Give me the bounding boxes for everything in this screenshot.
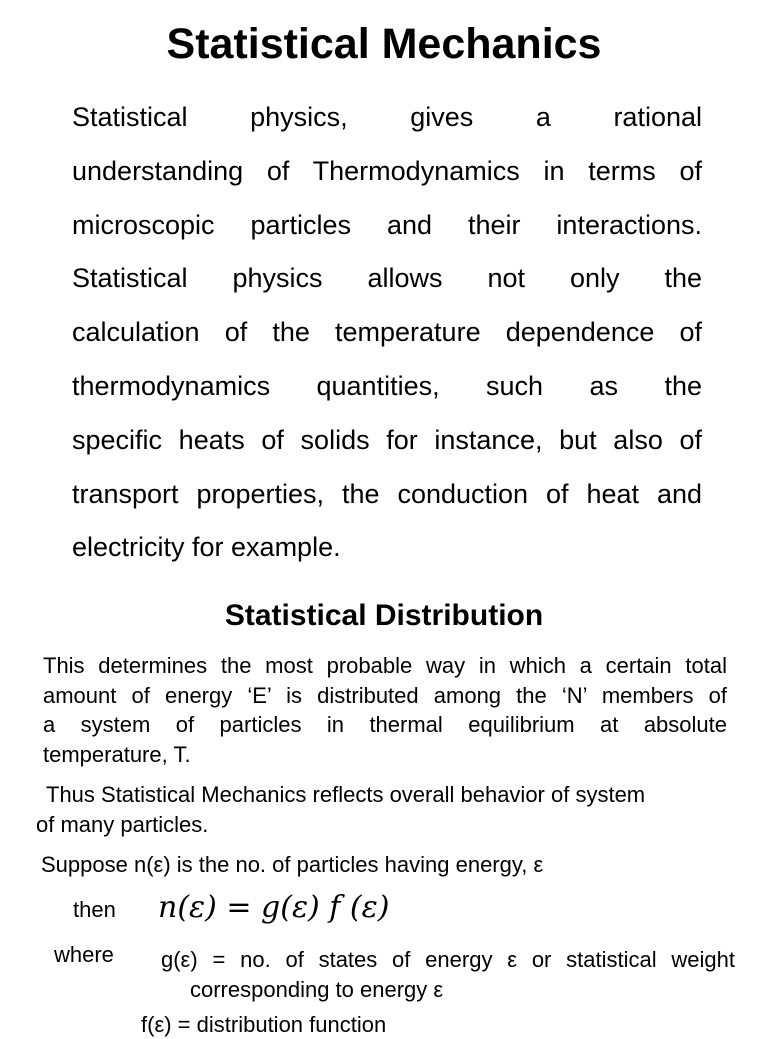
definition-line: corresponding to energy ε xyxy=(190,976,444,1002)
intro-paragraph xyxy=(72,91,702,575)
distribution-function-definition: f(ε) = distribution function xyxy=(141,1012,387,1037)
intro-line: transport properties, the conduction of heat and xyxy=(72,478,702,509)
statistical-weight-definition xyxy=(161,945,735,1004)
then-label: then xyxy=(73,897,116,922)
distribution-equation: n(ε) = g(ε) f (ε) xyxy=(158,890,390,925)
section-heading: Statistical Distribution xyxy=(224,599,544,632)
intro-line: microscopic particles and their interactions. xyxy=(72,209,702,240)
intro-line: Statistical physics, gives a rational xyxy=(72,102,702,132)
where-label: where xyxy=(54,942,114,967)
paragraph-line: of many particles. xyxy=(36,811,209,837)
paragraph-line: amount of energy ‘E’ is distributed among the ‘N’ members of xyxy=(43,682,727,708)
paragraph-line: This determines the most probable way in which a certain total xyxy=(43,653,727,678)
intro-line: calculation of the temperature dependence of xyxy=(72,317,702,348)
page-title: Statistical Mechanics xyxy=(166,20,602,68)
intro-line: Statistical physics allows not only the xyxy=(72,263,702,294)
overall-behavior-paragraph xyxy=(36,780,726,839)
intro-line: specific heats of solids for instance, but also of xyxy=(72,424,702,455)
definition-line: g(ε) = no. of states of energy ε or statistical weight xyxy=(161,947,735,972)
distribution-definition-paragraph xyxy=(43,651,727,769)
paragraph-line: Thus Statistical Mechanics reflects overall behavior of system xyxy=(46,782,646,807)
paragraph-line: temperature, T. xyxy=(43,741,191,767)
suppose-statement: Suppose n(ε) is the no. of particles having energy, ε xyxy=(41,852,544,877)
paragraph-line: a system of particles in thermal equilibrium at absolute xyxy=(43,712,727,737)
intro-line: understanding of Thermodynamics in terms of xyxy=(72,155,702,186)
intro-line: electricity for example. xyxy=(72,532,341,563)
intro-line: thermodynamics quantities, such as the xyxy=(72,370,702,401)
